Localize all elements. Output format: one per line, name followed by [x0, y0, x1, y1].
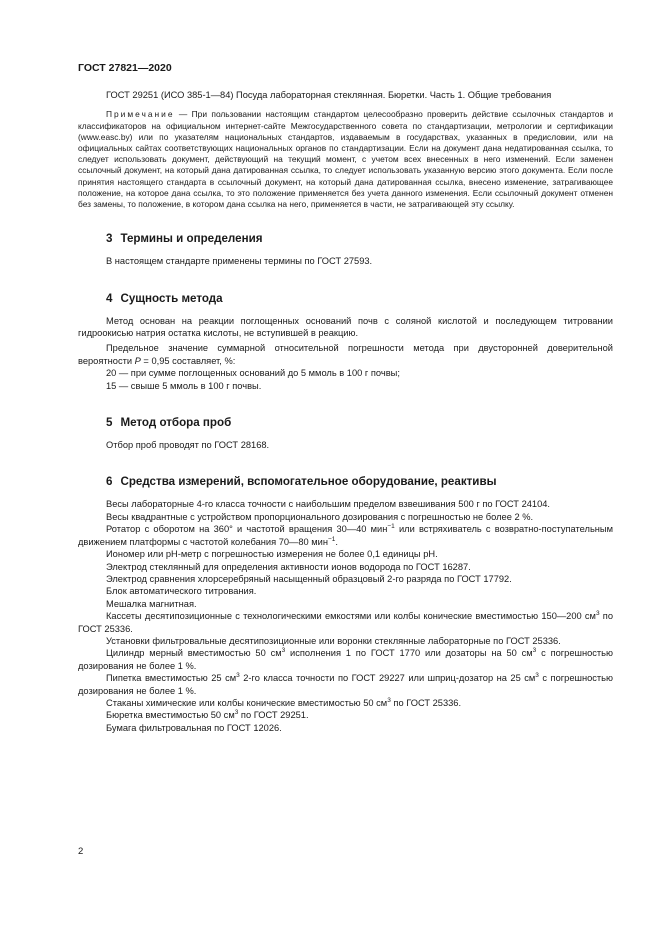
note-paragraph — [78, 109, 613, 210]
section-6-paragraph-4: Иономер или рН-метр с погрешностью измерения не более 0,1 единицы рН. — [106, 549, 438, 560]
section-6-paragraph-11 — [78, 647, 613, 672]
text-run: по ГОСТ 25336. — [78, 611, 613, 634]
text-run: с погрешностью дозирования не более 1 %. — [78, 673, 613, 696]
section-6-paragraph-9 — [78, 610, 613, 635]
section-title: Термины и определения — [120, 232, 263, 246]
text-run: Ротатор с оборотом на 360° и частотой вращения 30—40 мин — [106, 524, 388, 535]
page-number: 2 — [78, 846, 84, 857]
section-6-paragraph-2: Весы квадрантные с устройством пропорционального дозирования с погрешностью не более 2 %. — [106, 511, 534, 522]
section-6-paragraph-5: Электрод стеклянный для определения активности ионов водорода по ГОСТ 16287. — [106, 561, 471, 572]
superscript: −1 — [328, 535, 336, 543]
text-run: Предельное значение суммарной относительной погрешности метода при двусторонней доверительной вероятности — [78, 343, 613, 366]
section-6-paragraph-10: Установки фильтровальные десятипозиционные или воронки стеклянные лабораторные по ГОСТ 25336. — [106, 635, 561, 646]
superscript: 3 — [387, 696, 391, 704]
section-number: 3 — [106, 232, 113, 246]
superscript: 3 — [236, 672, 240, 680]
text-run: с погрешностью дозирования не более 1 %. — [78, 648, 613, 671]
text-run: Бюретка вместимостью 50 см — [106, 710, 235, 721]
text-run: 2-го класса точности по ГОСТ 29227 или шприц-дозатор на 25 см — [239, 673, 536, 684]
section-6-paragraph-12 — [78, 672, 613, 697]
superscript: −1 — [387, 523, 395, 531]
section-4-paragraph-1: Метод основан на реакции поглощенных оснований почв с соляной кислотой и последующем титровании гидроокисью натрия остатка кислоты, не вступившей в реакцию. — [78, 315, 613, 339]
superscript: 3 — [234, 709, 239, 717]
section-3-paragraph: В настоящем стандарте применены термины по ГОСТ 27593. — [106, 256, 373, 267]
section-6-paragraph-6: Электрод сравнения хлорсеребряный насыщенный образцовый 2-го разряда по ГОСТ 17792. — [106, 573, 512, 584]
section-5-heading — [78, 416, 613, 430]
text-run: = 0,95 составляет, %: — [140, 355, 236, 366]
text-run: Пипетка вместимостью 25 см — [106, 673, 237, 684]
text-run: Кассеты десятипозиционные с технологическими емкостями или колбы конические вместимостью 150—200 см — [106, 611, 596, 622]
probability-symbol: P — [134, 355, 141, 366]
text-run: исполнения 1 по ГОСТ 1770 или дозаторы на 50 см — [285, 648, 533, 659]
section-6-paragraph-14 — [78, 709, 613, 721]
section-6-paragraph-13 — [78, 697, 613, 709]
section-4-paragraph-4: 15 — свыше 5 ммоль в 100 г почвы. — [106, 380, 262, 391]
section-number: 6 — [106, 475, 113, 489]
section-6-paragraph-7: Блок автоматического титрования. — [106, 586, 257, 597]
section-4-heading — [78, 292, 613, 306]
text-run: Цилиндр мерный вместимостью 50 см — [106, 648, 282, 659]
section-4-paragraph-3: 20 — при сумме поглощенных оснований до 5 ммоль в 100 г почвы; — [106, 368, 400, 379]
note-text: — При пользовании настоящим стандартом целесообразно проверить действие ссылочных стандартов и классификаторов на официальном интернет-сайте Межгосударственного совета по стандартизации, метрологии и сертификации (www.easc.by) или по указателям национальных стандартов, издаваемым в государствах, указанных в предисловии, или на официальных сайтах соответствующих национальных органов по стандартизации. Если на документ дана недатированная ссылка, то следует использовать документ, действующий на текущий момент, с учетом всех внесенных в него изменений. Если заменен ссылочный документ, на который дана датированная ссылка, то следует использовать указанную версию этого документа. Если после принятия настоящего стандарта в ссылочный документ, на который дана датированная ссылка, внесено изменение, затрагивающее положение, на которое дана ссылка, то это положение применяется без учета данного изменения. Если ссылочный документ отменен без замены, то положение, в котором дана ссылка на него, применяется в части, не затрагивающей эту ссылку. — [78, 109, 613, 210]
section-title: Средства измерений, вспомогательное оборудование, реактивы — [120, 475, 497, 489]
text-run: по ГОСТ 25336. — [390, 697, 462, 708]
section-number: 5 — [106, 416, 113, 430]
section-4-paragraph-2 — [78, 342, 613, 367]
superscript: 3 — [281, 647, 286, 655]
section-6-paragraph-1: Весы лабораторные 4-го класса точности с наибольшим пределом взвешивания 500 г по ГОСТ 24104. — [106, 499, 551, 510]
section-5-paragraph: Отбор проб проводят по ГОСТ 28168. — [106, 440, 270, 451]
document-code-header: ГОСТ 27821—2020 — [78, 62, 172, 74]
text-run: или встряхиватель с возвратно-поступательным движением платформы с частотой колебания 70—80 мин — [78, 524, 614, 547]
section-title: Сущность метода — [120, 291, 223, 305]
section-6-paragraph-8: Мешалка магнитная. — [106, 598, 197, 609]
text-run: Стаканы химические или колбы конические вместимостью 50 см — [106, 697, 388, 708]
section-6-paragraph-15: Бумага фильтровальная по ГОСТ 12026. — [106, 722, 282, 733]
section-6-heading — [78, 475, 613, 489]
superscript: 3 — [532, 647, 537, 655]
section-3-heading — [78, 232, 613, 246]
text-run: . — [335, 536, 339, 547]
reference-gost-29251: ГОСТ 29251 (ИСО 385-1—84) Посуда лабораторная стеклянная. Бюретки. Часть 1. Общие требования — [106, 90, 552, 100]
document-body — [78, 89, 613, 734]
section-number: 4 — [106, 291, 113, 305]
section-6-paragraph-3 — [78, 523, 613, 548]
superscript: 3 — [535, 672, 539, 680]
note-label: Примечание — [106, 109, 175, 120]
text-run: по ГОСТ 29251. — [238, 710, 309, 721]
superscript: 3 — [595, 610, 600, 618]
section-title: Метод отбора проб — [120, 416, 232, 430]
